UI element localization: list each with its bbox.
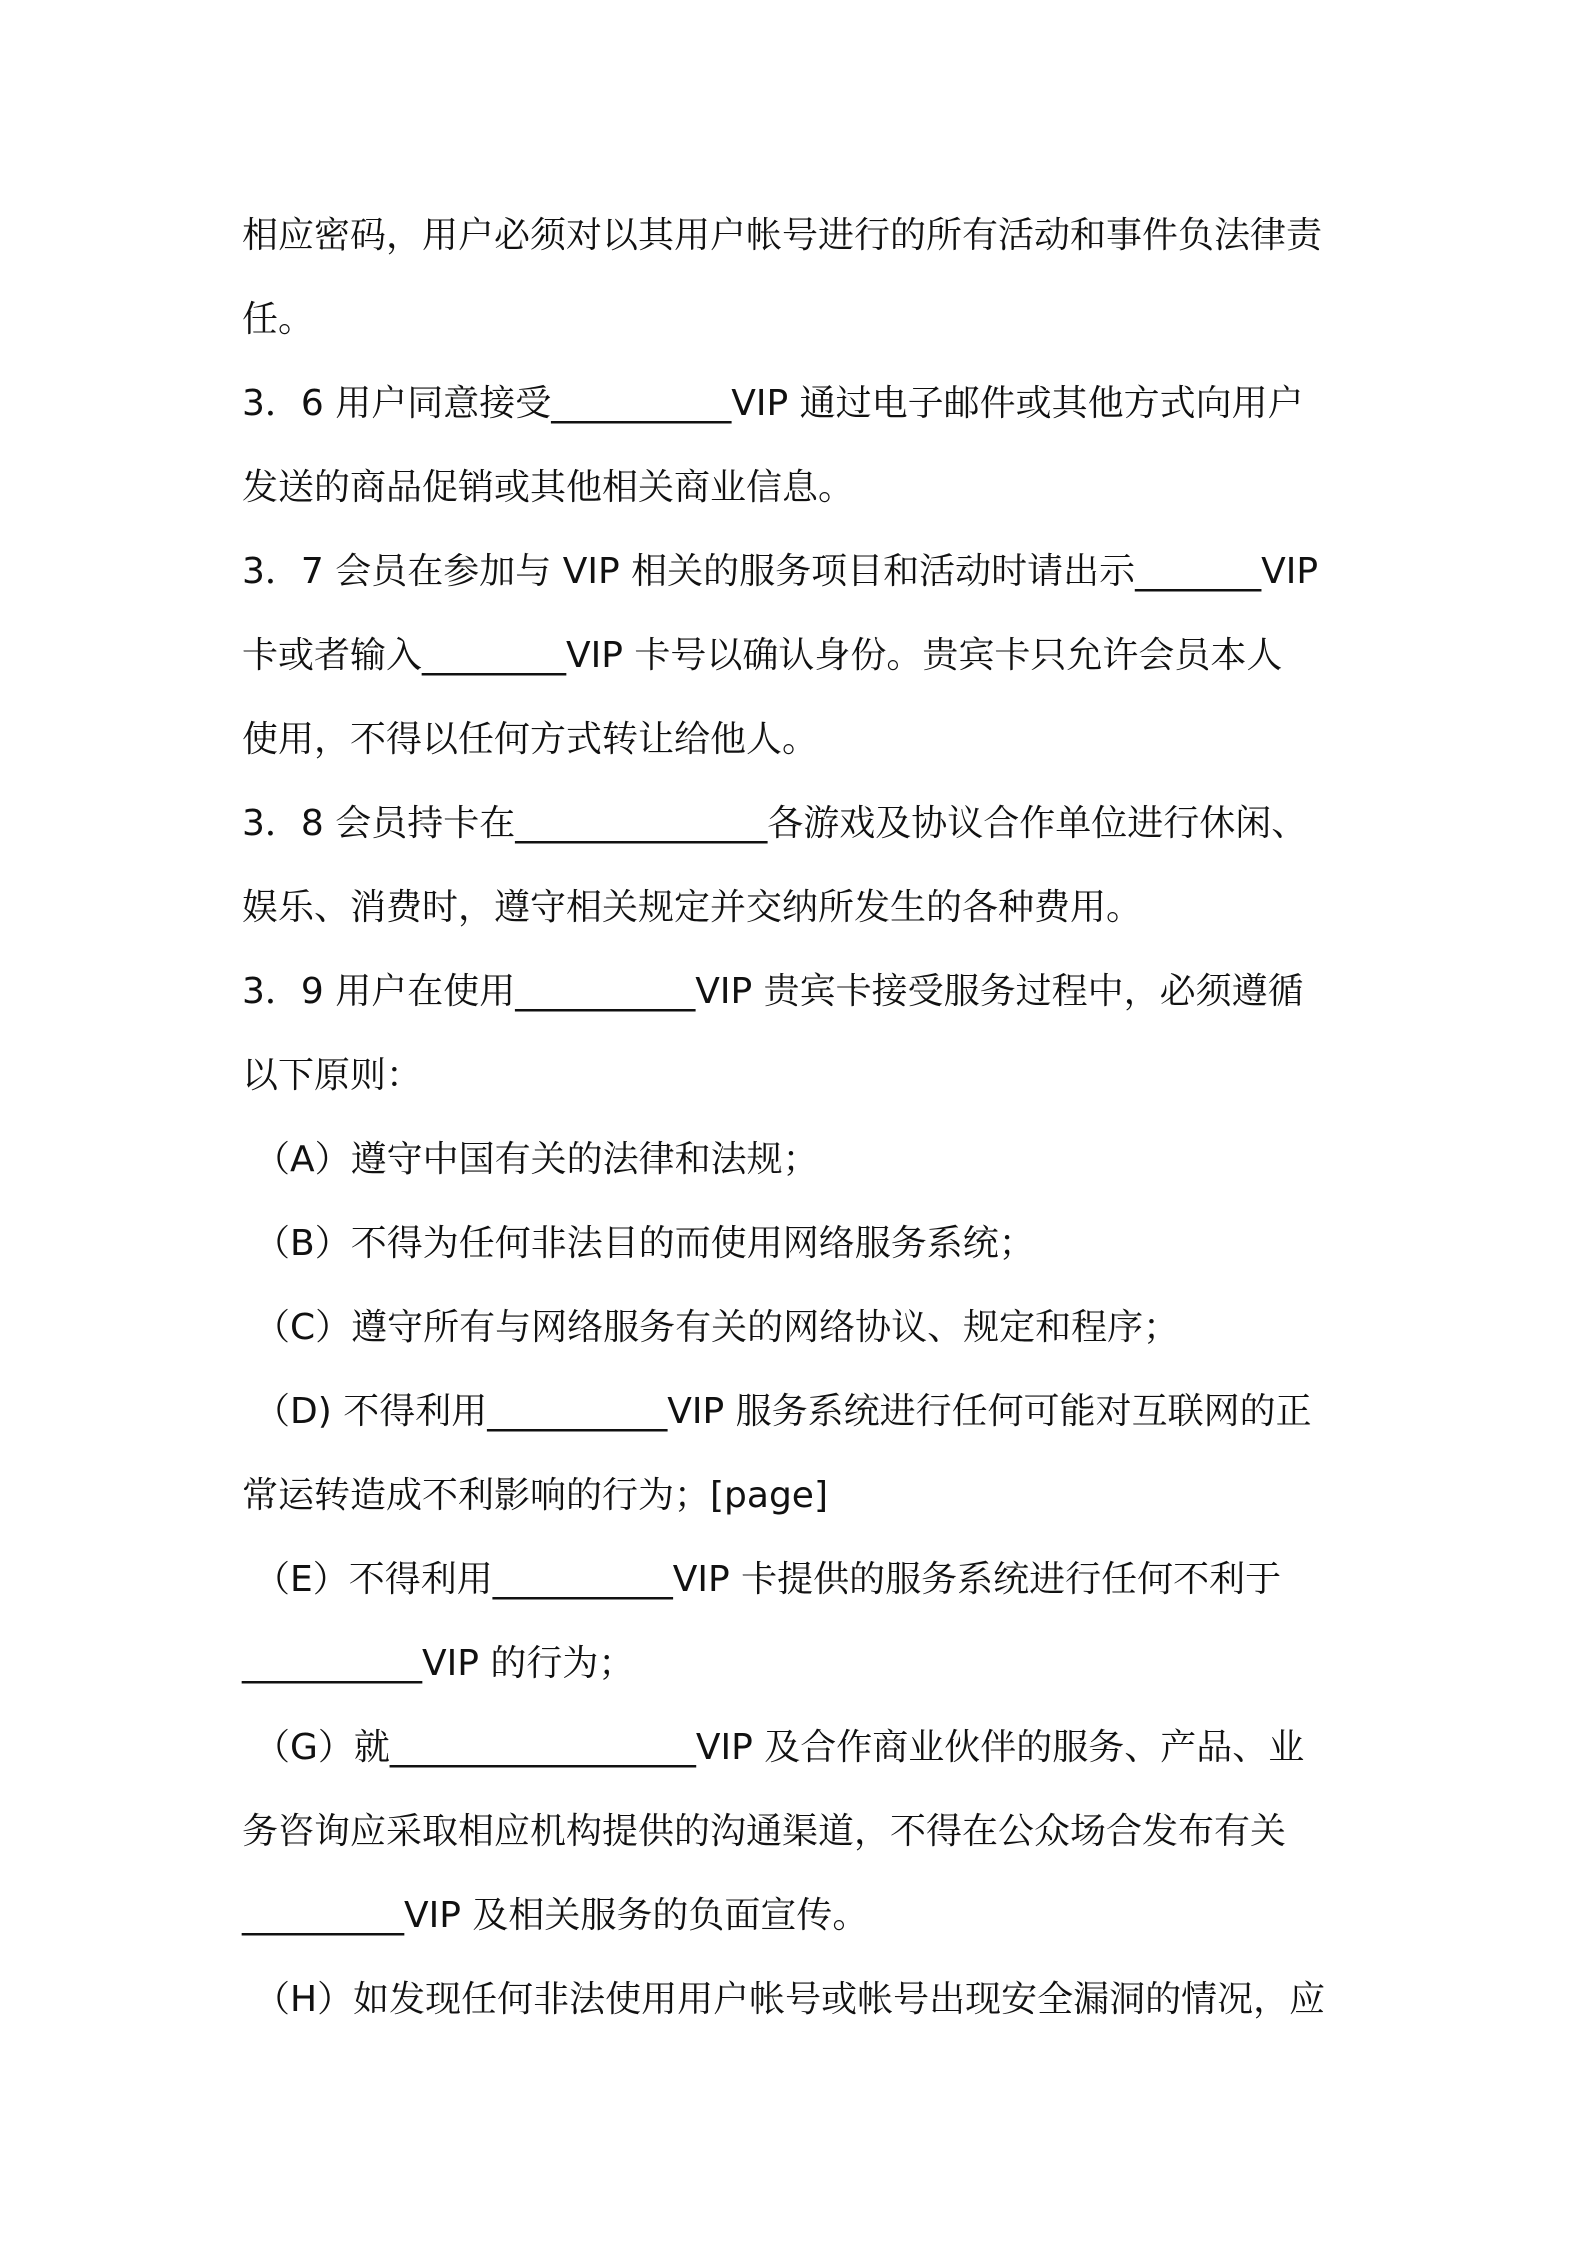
text-line: 常运转造成不利影响的行为；[page]: [242, 1475, 829, 1516]
clause-3-6: 3．6 用户同意接受__________VIP 通过电子邮件或其他方式向用户: [242, 383, 1304, 424]
text-line: 相应密码，用户必须对以其用户帐号进行的所有活动和事件负法律责: [242, 215, 1323, 256]
clause-3-7: 3．7 会员在参加与 VIP 相关的服务项目和活动时请出示_______VIP: [242, 551, 1319, 592]
text-line: 以下原则：: [242, 1055, 423, 1096]
text-line: __________VIP 的行为；: [242, 1643, 635, 1684]
principle-h: （H）如发现任何非法使用用户帐号或帐号出现安全漏洞的情况，应: [254, 1979, 1326, 2020]
text-line: 娱乐、消费时，遵守相关规定并交纳所发生的各种费用。: [242, 887, 1143, 928]
clause-3-9: 3．9 用户在使用__________VIP 贵宾卡接受服务过程中，必须遵循: [242, 971, 1304, 1012]
text-line: 任。: [242, 299, 315, 340]
clause-3-8: 3．8 会员持卡在______________各游戏及协议合作单位进行休闲、: [242, 803, 1308, 844]
principle-g: （G）就_________________VIP 及合作商业伙伴的服务、产品、业: [254, 1727, 1305, 1768]
text-line: _________VIP 及相关服务的负面宣传。: [242, 1895, 869, 1936]
document-body: [242, 194, 1362, 2042]
principle-e: （E）不得利用__________VIP 卡提供的服务系统进行任何不利于: [254, 1559, 1282, 1600]
text-line: 发送的商品促销或其他相关商业信息。: [242, 467, 855, 508]
principle-a: （A）遵守中国有关的法律和法规；: [254, 1139, 819, 1180]
text-line: 使用，不得以任何方式转让给他人。: [242, 719, 819, 760]
text-line: 务咨询应采取相应机构提供的沟通渠道，不得在公众场合发布有关: [242, 1811, 1287, 1852]
principle-c: （C）遵守所有与网络服务有关的网络协议、规定和程序；: [254, 1307, 1180, 1348]
principle-d: （D) 不得利用__________VIP 服务系统进行任何可能对互联网的正: [254, 1391, 1312, 1432]
principle-b: （B）不得为任何非法目的而使用网络服务系统；: [254, 1223, 1035, 1264]
text-line: 卡或者输入________VIP 卡号以确认身份。贵宾卡只允许会员本人: [242, 635, 1283, 676]
